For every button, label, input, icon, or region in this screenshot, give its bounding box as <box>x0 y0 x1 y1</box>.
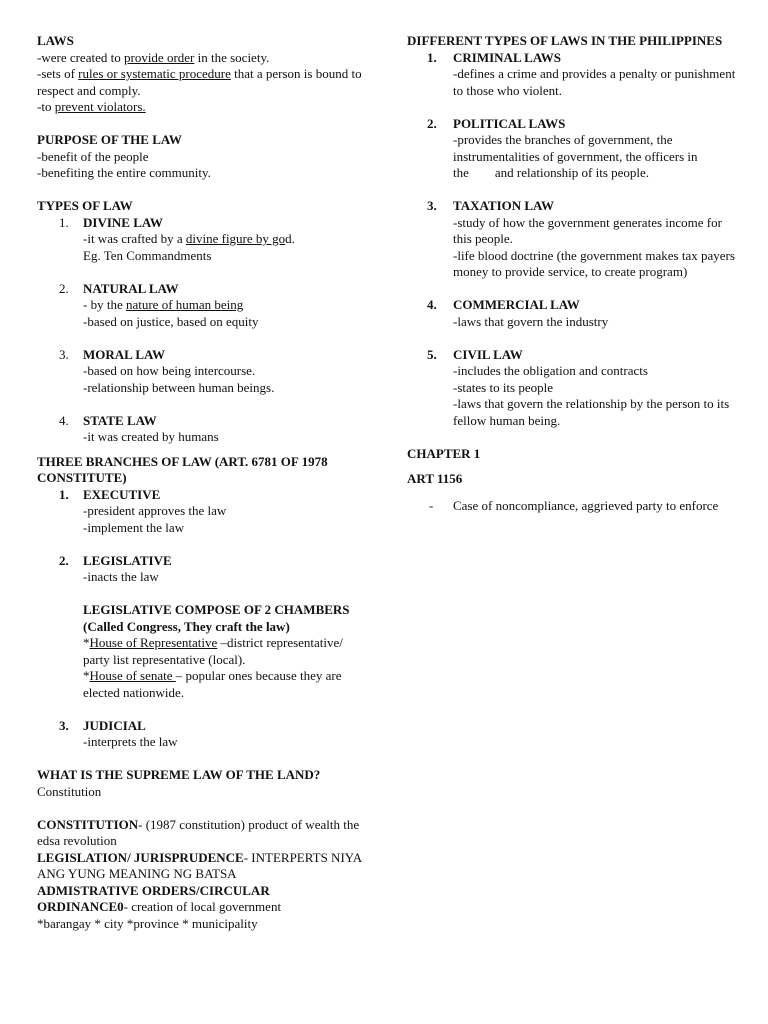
list-number: 2. <box>59 552 69 568</box>
list-item-taxation-law <box>407 198 737 281</box>
item-line: -based on justice, based on equity <box>83 313 259 329</box>
ordinance-entry <box>37 899 367 916</box>
item-line <box>83 231 367 248</box>
list-number: 2. <box>427 115 437 131</box>
types-section <box>37 198 367 446</box>
admin-orders-entry: ADMISTRATIVE ORDERS/CIRCULAR <box>37 882 270 898</box>
item-title: COMMERCIAL LAW <box>453 297 580 312</box>
item-title: NATURAL LAW <box>83 280 179 296</box>
purpose-line-1: -benefit of the people <box>37 148 149 164</box>
text: * <box>83 668 90 683</box>
entry-text: - (1987 constitution) product of wealth the edsa revolution <box>37 816 360 848</box>
laws-heading: LAWS <box>37 33 74 48</box>
text: -to <box>37 99 55 114</box>
list-item-natural-law <box>37 281 367 331</box>
legislative-sub-heading-2: (Called Congress, They craft the law) <box>83 618 290 634</box>
item-line: -interprets the law <box>83 734 178 749</box>
item-line <box>83 297 367 314</box>
constitution-entry <box>37 817 367 850</box>
purpose-section <box>37 132 367 182</box>
text: d. <box>285 231 295 246</box>
list-number: 3. <box>59 717 69 733</box>
entry-label: CONSTITUTION <box>37 816 139 832</box>
list-number: 3. <box>59 346 69 362</box>
supreme-law-section <box>37 767 367 800</box>
art-heading: ART 1156 <box>407 471 463 486</box>
laws-section <box>37 33 367 116</box>
text: - by the <box>83 297 126 312</box>
list-item-political-laws <box>407 116 737 182</box>
item-line: -implement the law <box>83 519 185 535</box>
list-number: 3. <box>427 198 437 213</box>
item-line: -based on how being intercourse. <box>83 363 256 378</box>
underlined-text: divine figure by go <box>185 231 286 246</box>
branches-heading: THREE BRANCHES OF LAW (ART. 6781 OF 1978 CONSTITUTE) <box>37 453 328 485</box>
underlined-text: House of senate <box>89 668 176 683</box>
item-title: STATE LAW <box>83 412 157 428</box>
list-item-commercial-law <box>407 297 737 330</box>
item-line: -president approves the law <box>83 503 227 518</box>
house-of-representative-line <box>83 635 367 668</box>
right-column <box>407 33 737 514</box>
list-item-judicial <box>37 718 367 751</box>
item-title: DIVINE LAW <box>83 214 163 230</box>
item-title: MORAL LAW <box>83 346 165 362</box>
text: -it was crafted by a <box>83 231 186 246</box>
list-item-civil-law <box>407 347 737 430</box>
item-line: -life blood doctrine (the government makes tax payers money to provide service, to create program) <box>453 247 735 279</box>
item-line: the and relationship of its people. <box>453 165 650 180</box>
laws-line-2 <box>37 66 367 99</box>
supreme-question: WHAT IS THE SUPREME LAW OF THE LAND? <box>37 767 321 782</box>
text: -were created to <box>37 49 124 65</box>
list-item-divine-law <box>37 215 367 265</box>
item-line: Case of noncompliance, aggrieved party to enforce <box>453 497 719 513</box>
list-item-criminal-laws <box>407 50 737 100</box>
legislation-entry <box>37 850 367 883</box>
text: * <box>83 635 90 650</box>
item-title: TAXATION LAW <box>453 198 555 213</box>
art-list-item <box>407 498 737 515</box>
item-line: -defines a crime and provides a penalty or punishment to those who violent. <box>453 66 736 98</box>
text: that a person is bound to respect and comply. <box>37 66 362 98</box>
item-line: -inacts the law <box>83 569 159 584</box>
list-number: 2. <box>59 280 69 296</box>
item-line: -relationship between human beings. <box>83 379 275 395</box>
entry-text: - INTERPERTS NIYA ANG YUNG MEANING NG BATSA <box>37 849 362 881</box>
sources-section <box>37 817 367 933</box>
types-heading: TYPES OF LAW <box>37 198 133 213</box>
item-line: Eg. Ten Commandments <box>83 247 212 263</box>
text: –district representative/ party list representative (local). <box>83 635 343 667</box>
underlined-text: nature of human being <box>125 297 244 312</box>
text: in the society. <box>194 49 270 65</box>
item-line: -laws that govern the industry <box>453 313 609 329</box>
list-item-state-law <box>37 413 367 446</box>
underlined-text: provide order <box>123 49 195 65</box>
list-number: 1. <box>427 49 437 65</box>
item-line: -states to its people <box>453 379 554 395</box>
underlined-text: rules or systematic procedure <box>78 66 231 81</box>
list-number: 5. <box>427 346 437 362</box>
item-title: POLITICAL LAWS <box>453 115 566 131</box>
list-item-executive <box>37 487 367 537</box>
item-line: -it was created by humans <box>83 429 219 444</box>
underlined-text: prevent violators. <box>54 99 146 114</box>
item-title: CIVIL LAW <box>453 346 523 362</box>
list-number: 4. <box>427 297 437 312</box>
ordinance-line-2: *barangay * city *province * municipality <box>37 915 258 931</box>
underlined-text: House of Representative <box>89 635 218 650</box>
list-number: 1. <box>59 486 69 502</box>
purpose-heading: PURPOSE OF THE LAW <box>37 132 182 147</box>
laws-line-3 <box>37 99 367 116</box>
item-line: -laws that govern the relationship by the person to its fellow human being. <box>453 396 730 428</box>
item-title: LEGISLATIVE <box>83 552 172 568</box>
laws-line-1 <box>37 50 367 67</box>
item-line: -study of how the government generates income for this people. <box>453 214 722 246</box>
branches-section <box>37 454 367 751</box>
house-of-senate-line <box>83 668 367 701</box>
list-item-legislative <box>37 553 367 702</box>
purpose-line-2: -benefiting the entire community. <box>37 165 211 180</box>
list-item-moral-law <box>37 347 367 397</box>
item-title: JUDICIAL <box>83 717 146 733</box>
entry-text: - creation of local government <box>123 899 282 914</box>
supreme-answer: Constitution <box>37 783 102 799</box>
left-column <box>37 33 367 932</box>
item-title: EXECUTIVE <box>83 486 161 502</box>
list-number: 1. <box>59 214 69 230</box>
item-title: CRIMINAL LAWS <box>453 49 561 65</box>
legislative-sub-heading: LEGISLATIVE COMPOSE OF 2 CHAMBERS <box>83 602 350 617</box>
list-number: 4. <box>59 412 69 428</box>
list-dash: - <box>429 497 434 513</box>
entry-label: ORDINANCE0 <box>37 899 124 914</box>
text: – popular ones because they are elected nationwide. <box>83 668 342 700</box>
text: -sets of <box>37 66 79 81</box>
chapter-heading: CHAPTER 1 <box>407 445 481 461</box>
entry-label: LEGISLATION/ JURISPRUDENCE <box>37 849 244 865</box>
item-line: -provides the branches of government, the instrumentalities of government, the officers in <box>453 132 698 164</box>
item-line: -includes the obligation and contracts <box>453 363 648 378</box>
right-heading: DIFFERENT TYPES OF LAWS IN THE PHILIPPINES <box>407 33 723 48</box>
